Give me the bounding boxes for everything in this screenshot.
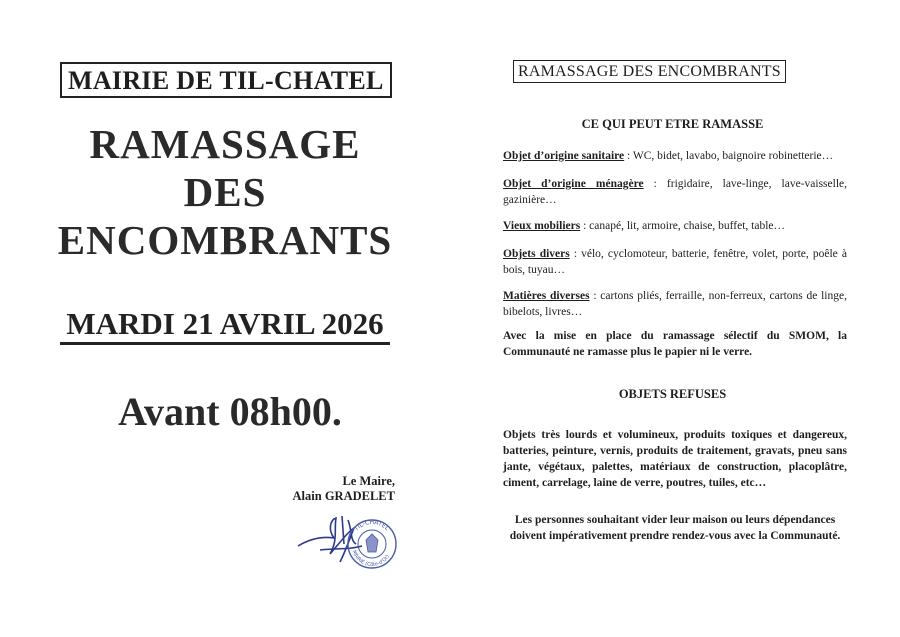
main-title bbox=[40, 120, 410, 264]
collection-date: MARDI 21 AVRIL 2026 bbox=[66, 306, 384, 341]
item-text: : WC, bidet, lavabo, baignoire robinetterie… bbox=[624, 150, 834, 162]
signature-role: Le Maire, bbox=[342, 474, 395, 488]
appointment-note: Les personnes souhaitant vider leur maison ou leurs dépendances doivent impérativement prendre rendez-vous avec la Communauté. bbox=[509, 514, 841, 542]
date-underline bbox=[60, 342, 390, 345]
section-collected-heading: CE QUI PEUT ETRE RAMASSE bbox=[581, 117, 764, 131]
item-text: : vélo, cyclomoteur, batterie, fenêtre, volet, porte, poêle à bois, tuyau… bbox=[503, 248, 847, 276]
item-mobiliers bbox=[503, 218, 847, 234]
item-label: Objets divers bbox=[503, 248, 570, 260]
item-label: Matières diverses bbox=[503, 290, 590, 302]
section-refused-heading: OBJETS REFUSES bbox=[618, 387, 727, 401]
right-title: RAMASSAGE DES ENCOMBRANTS bbox=[513, 60, 786, 83]
item-sanitaire bbox=[503, 148, 847, 164]
signature-name: Alain GRADELET bbox=[292, 489, 395, 503]
signature-block bbox=[250, 474, 395, 504]
svg-text:TIL-CHATEL bbox=[352, 519, 390, 533]
item-text: : frigidaire, lave-linge, lave-vaisselle, gazinière… bbox=[503, 178, 847, 206]
item-label: Vieux mobiliers bbox=[503, 220, 581, 232]
mairie-header: MAIRIE DE TIL-CHATEL bbox=[60, 62, 392, 98]
item-label: Objet d’origine sanitaire bbox=[503, 150, 625, 162]
item-menagere bbox=[503, 176, 847, 208]
title-line-3: ENCOMBRANTS bbox=[57, 217, 393, 263]
stamp-emblem bbox=[366, 534, 378, 552]
item-matieres bbox=[503, 288, 847, 320]
title-line-1: RAMASSAGE bbox=[89, 121, 361, 167]
mayor-stamp bbox=[290, 510, 400, 572]
item-text: : canapé, lit, armoire, chaise, buffet, table… bbox=[580, 220, 785, 232]
title-line-2: DES bbox=[183, 169, 267, 215]
item-divers bbox=[503, 246, 847, 278]
collection-time: Avant 08h00. bbox=[118, 389, 342, 434]
item-text: : cartons pliés, ferraille, non-ferreux, cartons de linge, bibelots, livres… bbox=[503, 290, 847, 318]
smom-note: Avec la mise en place du ramassage sélectif du SMOM, la Communauté ne ramasse plus le papier ni le verre. bbox=[503, 330, 847, 358]
item-label: Objet d’origine ménagère bbox=[503, 178, 644, 190]
stamp-text-bottom: MAIRIE (Côte-d'Or) bbox=[350, 549, 391, 569]
stamp-text-top: TIL-CHATEL bbox=[352, 518, 391, 533]
refused-items: Objets très lourds et volumineux, produits toxiques et dangereux, batteries, peinture, vernis, produits de traitement, gravats, pneu sans jante, végétaux, palettes, matériaux de construction, placoplâtre, ciment, carrelage, laine de verre, poutres, tuiles, etc… bbox=[503, 429, 847, 489]
